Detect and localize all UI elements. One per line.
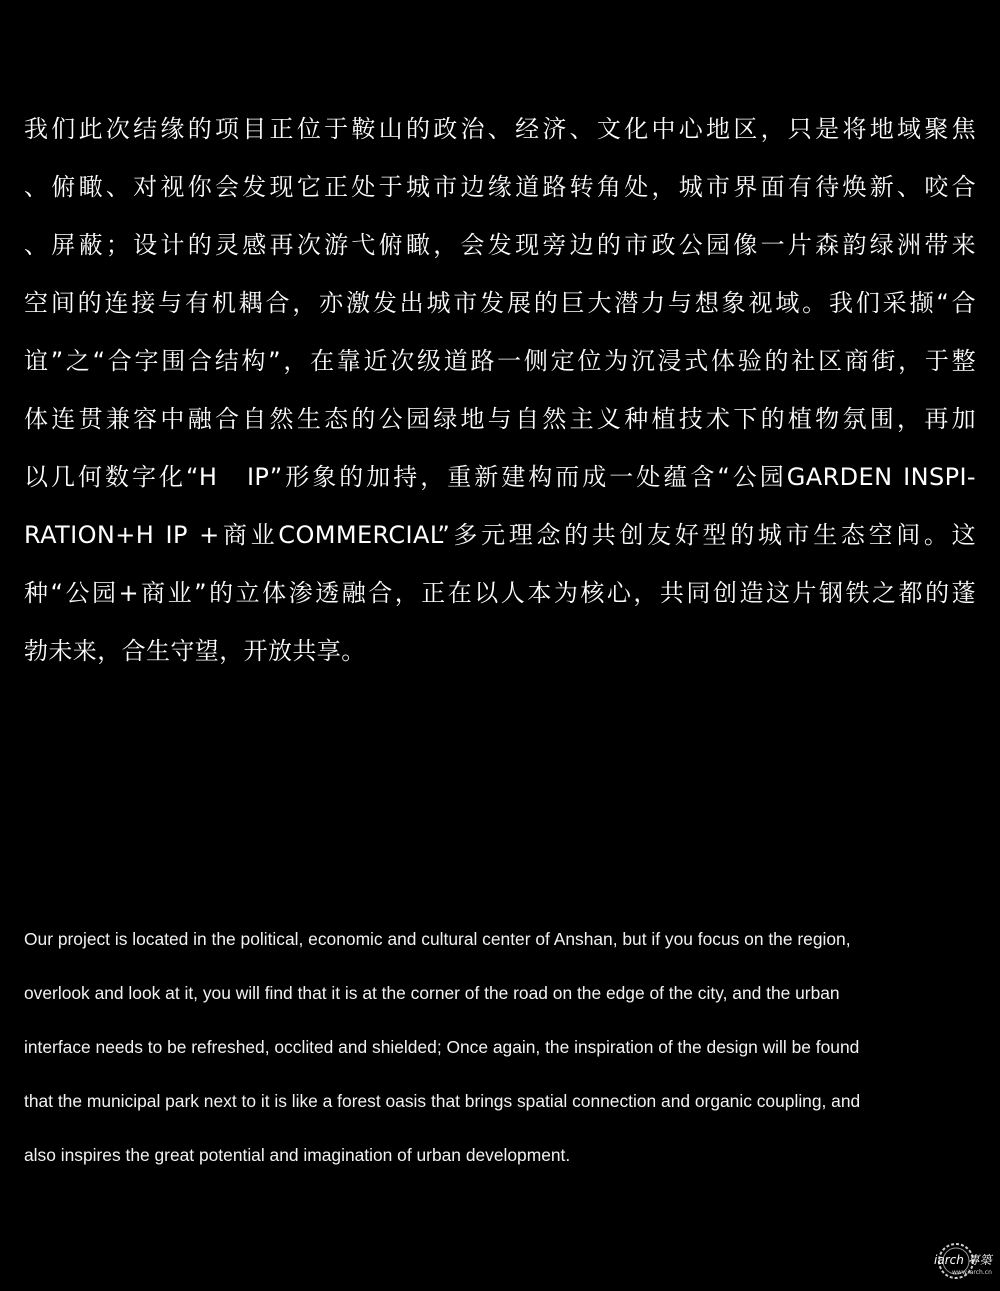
en-line: Our project is located in the political, economic and cultural center of Anshan, but if you focus on the region, — [24, 929, 851, 949]
cn-line: 、俯瞰、对视你会发现它正处于城市边缘道路转角处，城市界面有待焕新、咬合 — [24, 173, 976, 201]
cn-line: RATION+H IP +商业COMMERCIAL”多元理念的共创友好型的城市生态空间。这 — [24, 521, 976, 549]
watermark-brand: iarch 專築 — [934, 1253, 992, 1267]
en-line: also inspires the great potential and imagination of urban development. — [24, 1145, 571, 1165]
watermark-url: www.iarch.cn — [952, 1269, 992, 1276]
chinese-paragraph — [24, 100, 976, 680]
cn-line: 种“公园+商业”的立体渗透融合，正在以人本为核心，共同创造这片钢铁之都的蓬 — [24, 579, 976, 607]
cn-line: 谊”之“合字围合结构”，在靠近次级道路一侧定位为沉浸式体验的社区商街，于整 — [24, 347, 976, 375]
en-line: interface needs to be refreshed, occlited and shielded; Once again, the inspiration of the design will be found — [24, 1037, 860, 1057]
english-paragraph — [24, 924, 976, 1194]
cn-line: 、屏蔽；设计的灵感再次游弋俯瞰，会发现旁边的市政公园像一片森韵绿洲带来 — [24, 231, 976, 259]
en-line: that the municipal park next to it is like a forest oasis that brings spatial connection and organic coupling, and — [24, 1091, 861, 1111]
cn-line: 我们此次结缘的项目正位于鞍山的政治、经济、文化中心地区，只是将地域聚焦 — [24, 115, 976, 143]
cn-line: 空间的连接与有机耦合，亦激发出城市发展的巨大潜力与想象视域。我们采撷“合 — [24, 289, 976, 317]
cn-line: 勃未来，合生守望，开放共享。 — [24, 637, 366, 665]
iarch-watermark — [922, 1239, 992, 1283]
cn-line: 以几何数字化“H IP”形象的加持，重新建构而成一处蕴含“公园GARDEN INSPI- — [24, 463, 976, 491]
cn-line: 体连贯兼容中融合自然生态的公园绿地与自然主义种植技术下的植物氛围，再加 — [24, 405, 976, 433]
en-line: overlook and look at it, you will find that it is at the corner of the road on the edge of the city, and the urban — [24, 983, 840, 1003]
